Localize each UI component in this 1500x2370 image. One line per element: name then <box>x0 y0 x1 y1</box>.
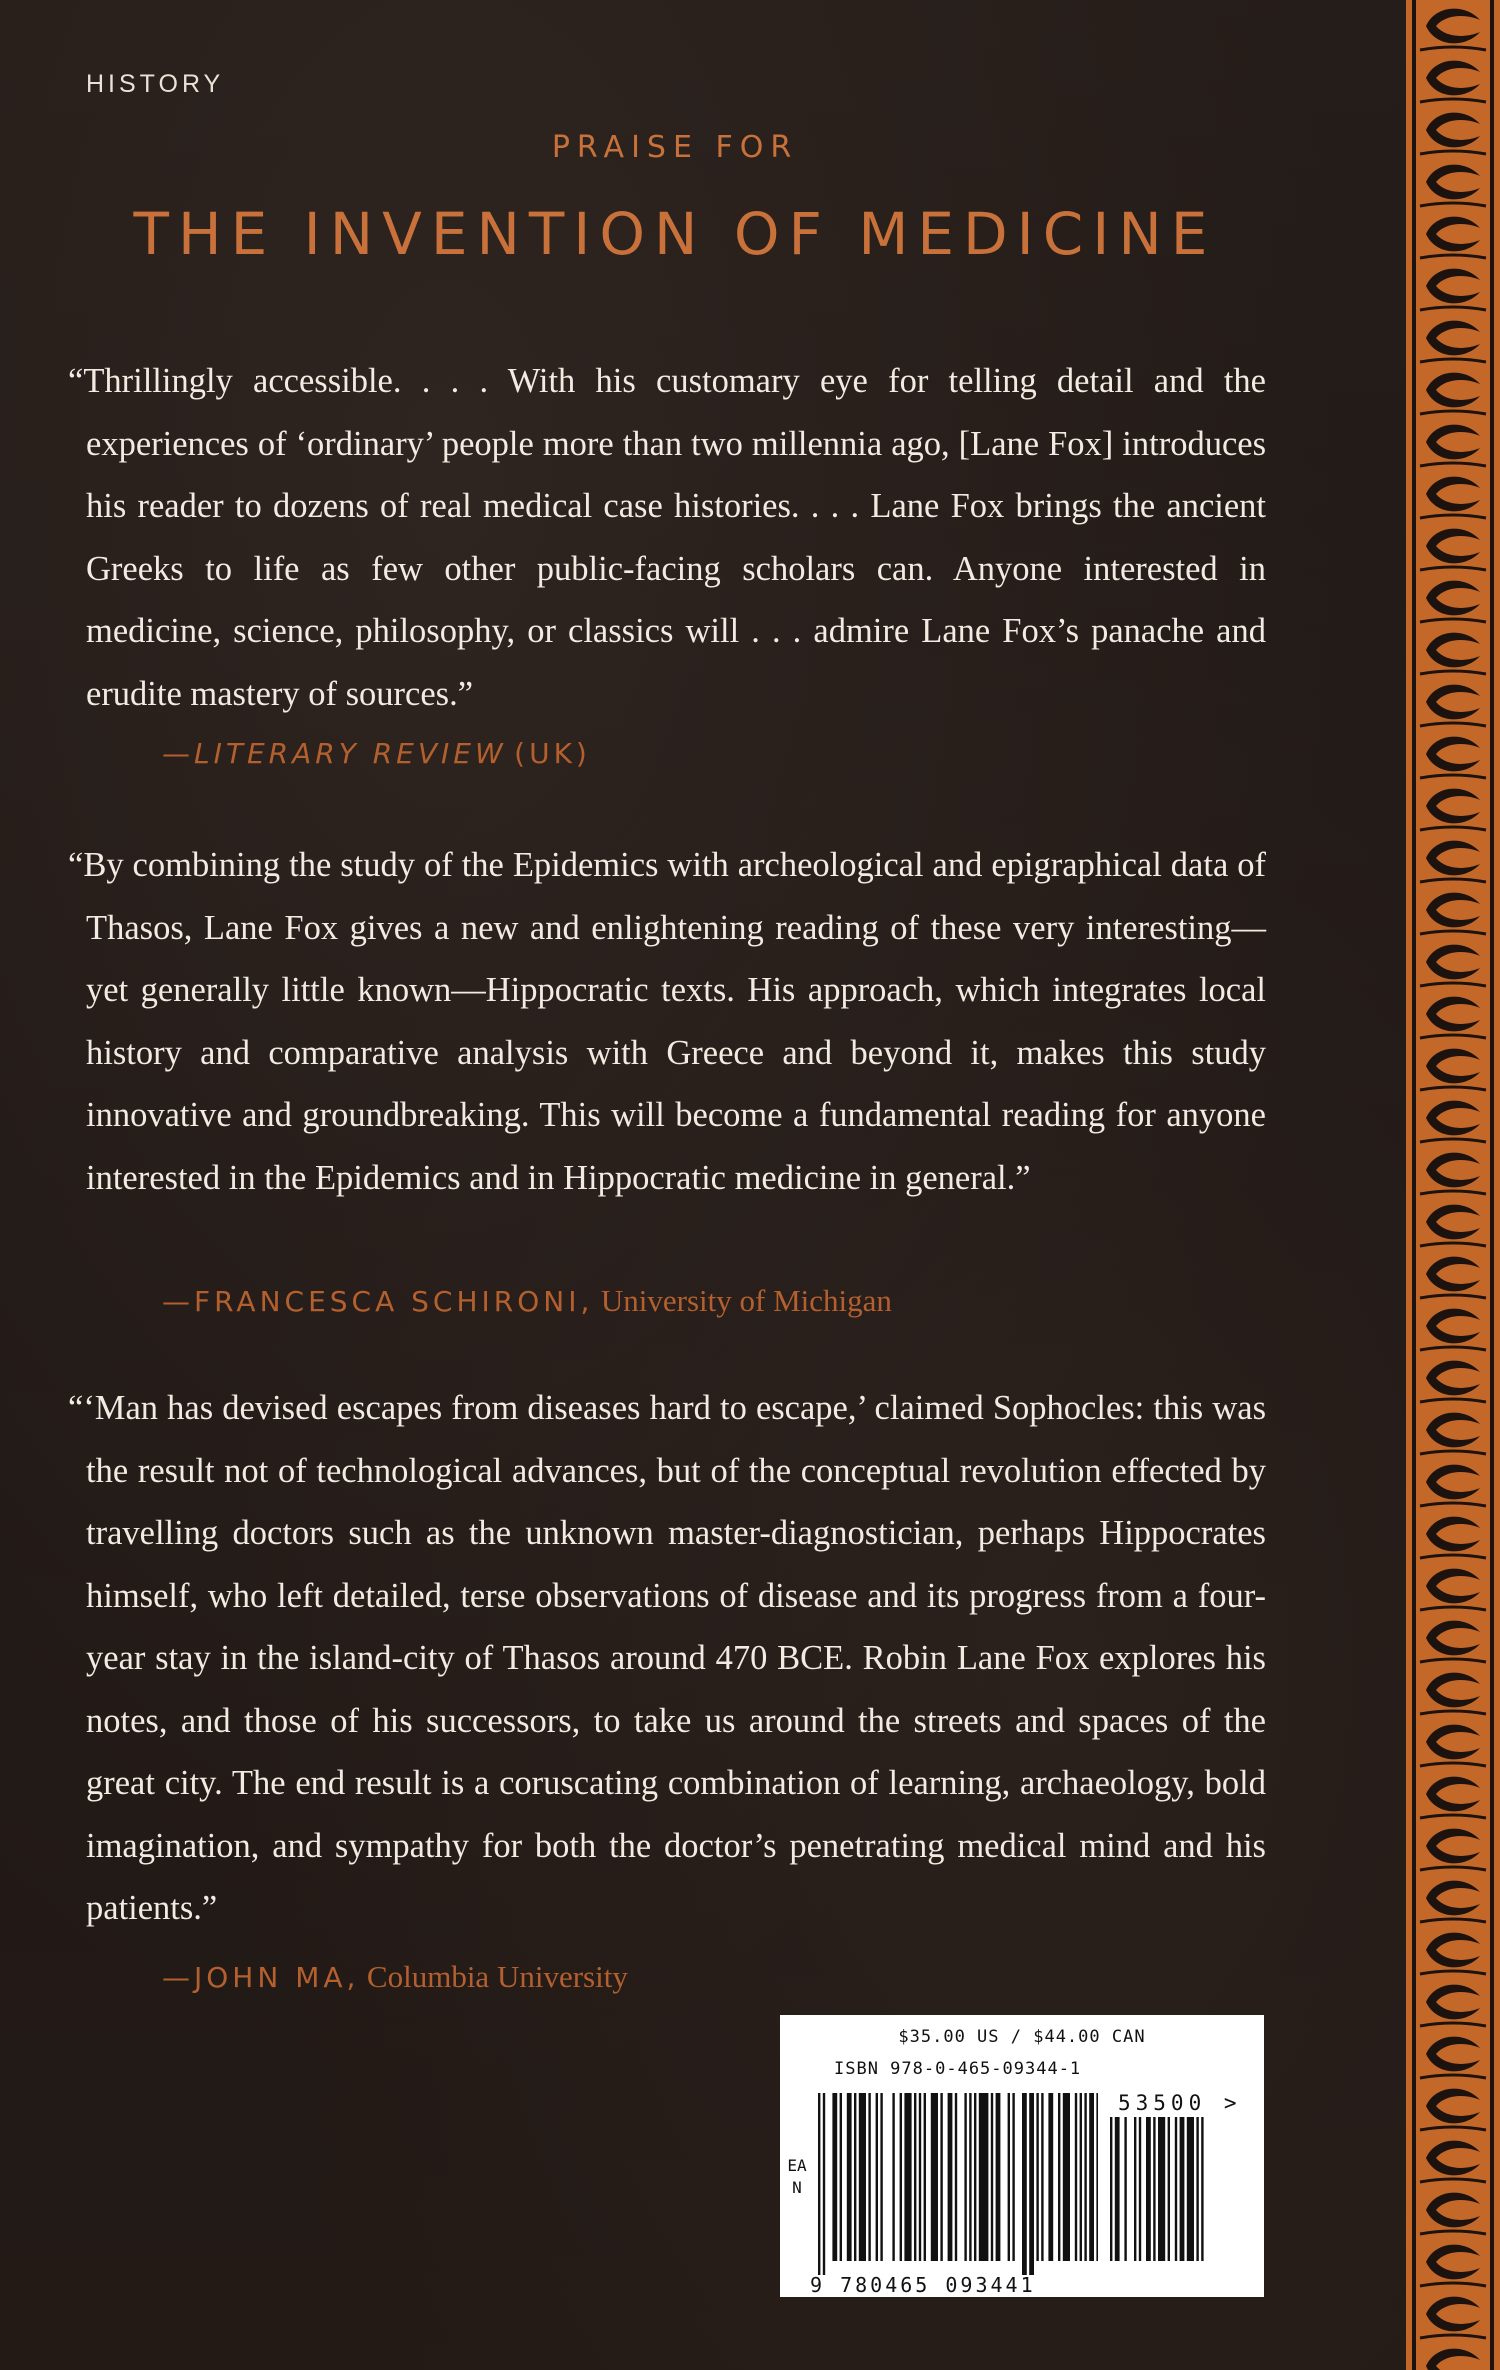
barcode-bar <box>1201 2117 1203 2261</box>
barcode-bar <box>1139 2117 1141 2261</box>
barcode-bar <box>1058 2093 1060 2261</box>
ean-text: EAN <box>787 2156 807 2197</box>
quote-1-attribution <box>162 737 591 771</box>
barcode-bar <box>1036 2093 1038 2261</box>
supplement-barcode-bars <box>1110 2117 1250 2275</box>
barcode-bar <box>1029 2093 1034 2275</box>
barcode-bar <box>832 2093 837 2261</box>
barcode-bar <box>969 2093 971 2261</box>
quote-1-source-suffix: (UK) <box>514 737 591 770</box>
barcode-bar <box>1187 2117 1194 2261</box>
barcode-bar <box>1134 2117 1136 2261</box>
barcode-bar <box>840 2093 842 2261</box>
barcode-bar <box>904 2093 911 2261</box>
barcode-bar <box>1110 2117 1112 2261</box>
barcode-bar <box>1080 2093 1082 2261</box>
price-text: $35.00 US / $44.00 CAN <box>898 2027 1146 2047</box>
barcode-bar <box>1008 2093 1010 2261</box>
barcode-bar <box>955 2093 957 2261</box>
barcode-bar <box>1022 2093 1027 2275</box>
barcode-bar <box>1146 2117 1151 2261</box>
barcode-bar <box>892 2093 894 2261</box>
barcode-bar <box>854 2093 856 2261</box>
palmette-pattern-icon <box>1406 0 1500 2370</box>
quote-3-source: —JOHN MA, <box>162 1961 360 1994</box>
barcode-bar <box>1075 2093 1077 2261</box>
isbn-text: ISBN 978-0-465-09344-1 <box>834 2059 1082 2079</box>
barcode-bar <box>940 2093 942 2261</box>
barcode-bar <box>979 2093 989 2261</box>
barcode-bar <box>991 2093 993 2261</box>
barcode-bar <box>996 2093 1001 2261</box>
ean-barcode-bars <box>818 2093 1098 2275</box>
barcode-bar <box>868 2093 870 2261</box>
barcode-bar <box>1012 2093 1014 2261</box>
barcode-bar <box>818 2093 820 2275</box>
barcode-bar <box>1096 2093 1098 2261</box>
ornamental-border <box>1406 0 1500 2370</box>
barcode-bar <box>974 2093 976 2261</box>
barcode-bar <box>919 2093 921 2261</box>
barcode-bar <box>1041 2093 1043 2261</box>
review-quote-2: “By combining the study of the Epidemics with archeological and epigraphical data of Thasos, Lane Fox gives a new and enlightening reading of these very interesting—yet generally little known—Hippocratic texts. His approach, which integrates local history and comparative analysis with Greece and beyond it, makes this study innovative and groundbreaking. This will become a fundamental reading for anyone interested in the Epidemics and in Hippocratic medicine in general.” <box>68 846 1266 1197</box>
quote-3-affiliation: Columbia University <box>366 1959 628 1994</box>
barcode-bar <box>876 2093 878 2261</box>
praise-heading: PRAISE FOR <box>551 130 799 165</box>
barcode-bar <box>1180 2117 1185 2261</box>
barcode-bar <box>931 2093 938 2261</box>
review-quote-1: “Thrillingly accessible. . . . With his customary eye for telling detail and the experiences of ‘ordinary’ people more than two millennia ago, [Lane Fox] introduces his reader to dozens of real medical case histories. . . . Lane Fox brings the ancient Greeks to life as few other public-facing scholars can. Anyone interested in medicine, science, philosophy, or classics will . . . admire Lane Fox’s panache and erudite mastery of sources.” <box>68 362 1266 713</box>
barcode-bar <box>1084 2093 1086 2261</box>
barcode-bar <box>847 2093 852 2261</box>
quote-2-affiliation: University of Michigan <box>600 1283 892 1318</box>
barcode-bar <box>1196 2117 1198 2261</box>
barcode-bar <box>880 2093 882 2261</box>
barcode-bar <box>859 2093 866 2261</box>
book-title: THE INVENTION OF MEDICINE <box>133 200 1217 268</box>
barcode-bar <box>914 2093 916 2261</box>
barcode-bar <box>924 2093 926 2261</box>
quote-2-source: —FRANCESCA SCHIRONI, <box>162 1285 594 1318</box>
barcode-bar <box>1048 2093 1053 2261</box>
barcode-bar <box>1089 2093 1094 2261</box>
barcode-label <box>780 2015 1264 2297</box>
barcode-bar <box>900 2093 902 2261</box>
quote-2-attribution <box>162 1283 892 1319</box>
barcode-bar <box>1124 2117 1126 2261</box>
supplement-code: 53500 > <box>1118 2091 1242 2115</box>
barcode-bar <box>1175 2117 1177 2261</box>
barcode-bar <box>1153 2117 1155 2261</box>
barcode-bar <box>948 2093 953 2261</box>
review-quote-3: “‘Man has devised escapes from diseases hard to escape,’ claimed Sophocles: this was the result not of technological advances, but of the conceptual revolution effected by travelling doctors such as the unknown master-diagnostician, perhaps Hippocrates himself, who left detailed, terse observations of disease and its progress from a four-year stay in the island-city of Thasos around 470 BCE. Robin Lane Fox explores his notes, and those of his successors, to take us around the streets and spaces of the great city. The end result is a coruscating combination of learning, archaeology, bold imagination, and sympathy for both the doctor’s penetrating medical mind and his patients.” <box>68 1389 1266 1927</box>
barcode-bar <box>1115 2117 1120 2261</box>
ean-label <box>782 2155 812 2199</box>
barcode-bar <box>1063 2093 1070 2261</box>
barcode-bar <box>1158 2117 1165 2261</box>
barcode-bar <box>1168 2117 1170 2261</box>
barcode-bar <box>823 2093 825 2275</box>
category-label: HISTORY <box>86 70 225 98</box>
barcode-bar <box>964 2093 966 2261</box>
quote-3-attribution <box>162 1959 628 1995</box>
quote-1-source: —LITERARY REVIEW <box>162 737 507 770</box>
barcode-digits: 9 780465 093441 <box>810 2273 1036 2297</box>
